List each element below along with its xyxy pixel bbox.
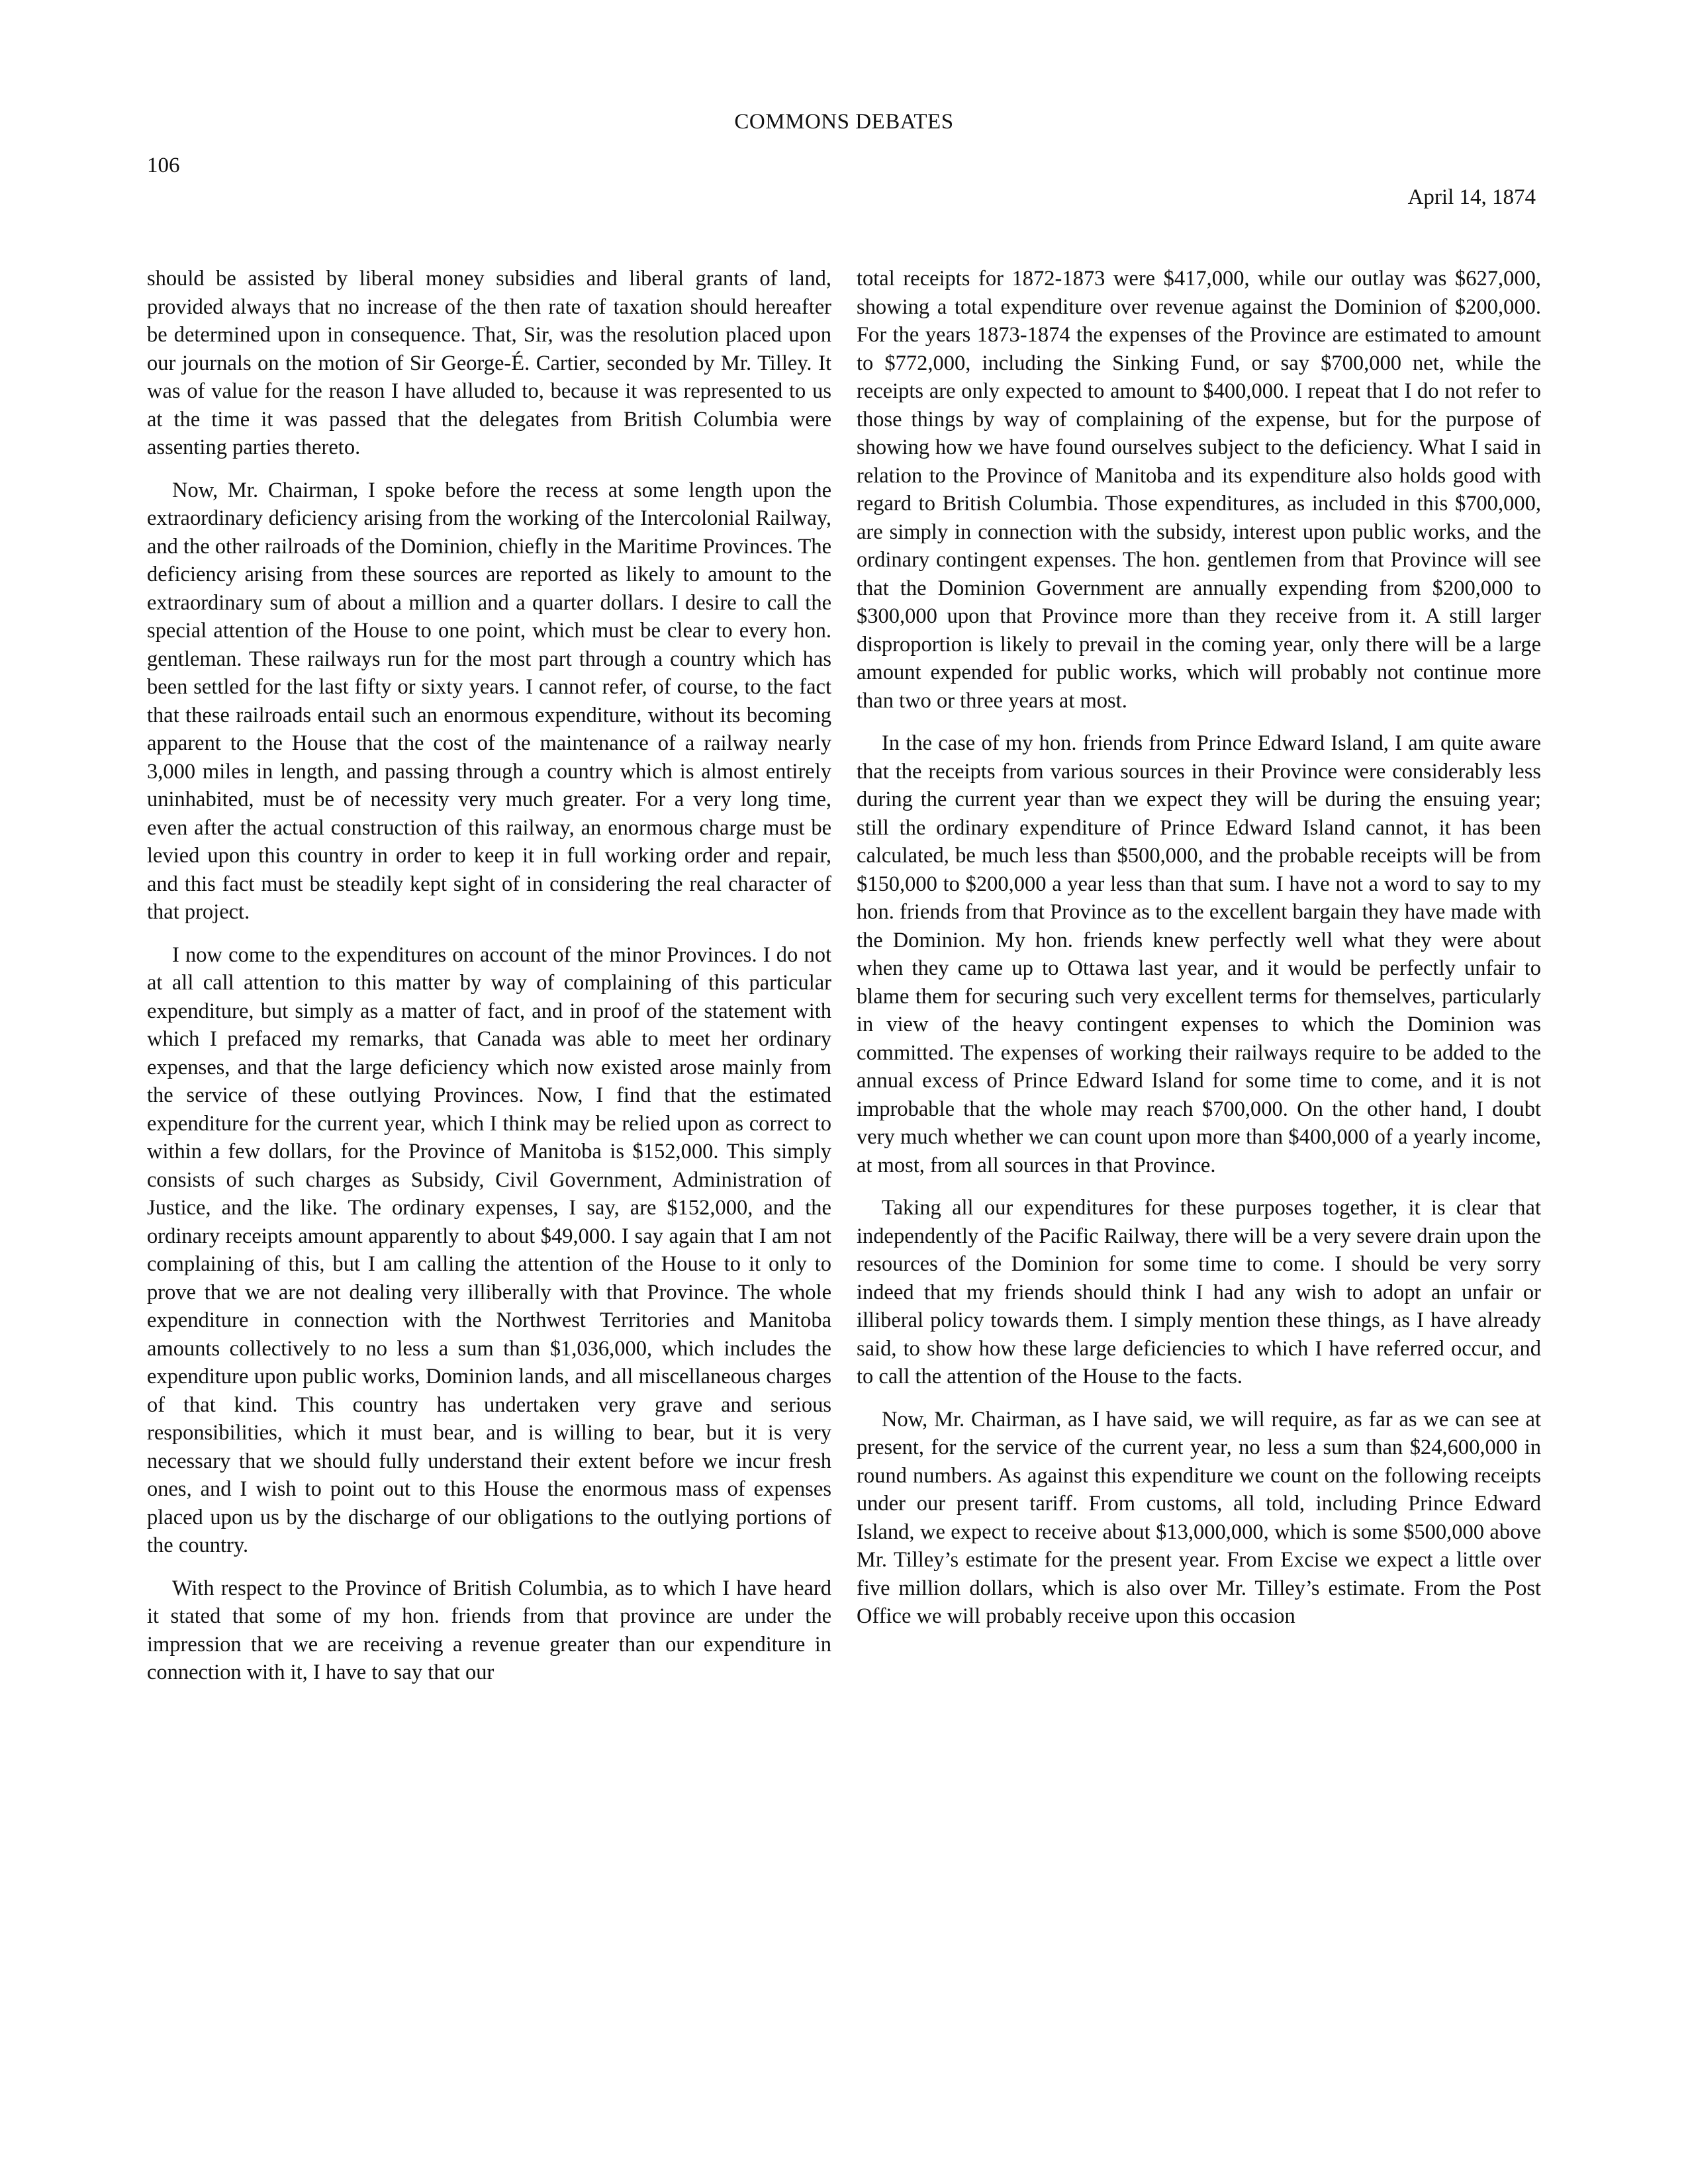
right-column [857, 265, 1541, 1645]
paragraph: total receipts for 1872-1873 were $417,000, while our outlay was $627,000, showing a total expenditure over revenue against the Dominion of $200,000. For the years 1873-1874 the expenses of the Province are estimated to amount to $772,000, including the Sinking Fund, or say $700,000 net, while the receipts are only expected to amount to $400,000. I repeat that I do not refer to those things by way of complaining of the expense, but for the purpose of showing how we have found ourselves subject to the deficiency. What I said in relation to the Province of Manitoba and its expenditure also holds good with regard to British Columbia. Those expenditures, as included in this $700,000, are simply in connection with the subsidy, interest upon public works, and the ordinary contingent expenses. The hon. gentlemen from that Province will see that the Dominion Government are annually expending from $200,000 to $300,000 upon that Province more than they receive from it. A still larger disproportion is likely to prevail in the coming year, only there will be a large amount expended for public works, which will probably not continue more than two or three years at most. [857, 267, 1541, 713]
paragraph: Taking all our expenditures for these purposes together, it is clear that independently of the Pacific Railway, there will be a very severe drain upon the resources of the Dominion for some time to come. I should be very sorry indeed that my friends should think I had any wish to adopt an unfair or illiberal policy towards them. I simply mention these things, as I have already said, to show how these large deficiencies to which I have referred occur, and to call the attention of the House to the facts. [857, 1196, 1541, 1388]
paragraph: Now, Mr. Chairman, as I have said, we will require, as far as we can see at present, for the service of the current year, no less a sum than $24,600,000 in round numbers. As against this expenditure we count on the following receipts under our present tariff. From customs, all told, including Prince Edward Island, we expect to receive about $13,000,000, which is some $500,000 above Mr. Tilley’s estimate for the present year. From Excise we expect a little over five million dollars, which is also over Mr. Tilley’s estimate. From the Post Office we will probably receive upon this occasion [857, 1407, 1541, 1628]
paragraph: should be assisted by liberal money subsidies and liberal grants of land, provided always that no increase of the then rate of taxation should hereafter be determined upon in consequence. That, Sir, was the resolution placed upon our journals on the motion of Sir George-É. Cartier, seconded by Mr. Tilley. It was of value for the reason I have alluded to, because it was represented to us at the time it was passed that the delegates from British Columbia were assenting parties thereto. [147, 267, 831, 459]
paragraph: With respect to the Province of British Columbia, as to which I have heard it stated that some of my hon. friends from that province are under the impression that we are receiving a revenue greater than our expenditure in connection with it, I have to say that our [147, 1576, 831, 1684]
left-column [147, 265, 831, 1702]
paragraph: In the case of my hon. friends from Prince Edward Island, I am quite aware that the receipts from various sources in their Province were considerably less during the current year than we expect they will be during the ensuing year; still the ordinary expenditure of Prince Edward Island cannot, it has been calculated, be much less than $500,000, and the probable receipts will be from $150,000 to $200,000 a year less than that sum. I have not a word to say to my hon. friends from that Province as to the excellent bargain they have made with the Dominion. My hon. friends knew perfectly well what they were about when they came up to Ottawa last year, and it would be perfectly unfair to blame them for securing such very excellent terms for themselves, particularly in view of the heavy contingent expenses to which the Dominion was committed. The expenses of working their railways require to be added to the annual excess of Prince Edward Island for some time to come, and it is not improbable that the whole may reach $700,000. On the other hand, I doubt very much whether we can count upon more than $400,000 of a yearly income, at most, from all sources in that Province. [857, 731, 1541, 1177]
page-date: April 14, 1874 [1407, 185, 1536, 209]
running-title: COMMONS DEBATES [734, 110, 954, 134]
page-number: 106 [147, 154, 180, 177]
paragraph: Now, Mr. Chairman, I spoke before the recess at some length upon the extraordinary deficiency arising from the working of the Intercolonial Railway, and the other railroads of the Dominion, chiefly in the Maritime Provinces. The deficiency arising from these sources are reported as likely to amount to the extraordinary sum of about a million and a quarter dollars. I desire to call the special attention of the House to one point, which must be clear to every hon. gentleman. These railways run for the most part through a country which has been settled for the last fifty or sixty years. I cannot refer, of course, to the fact that these railroads entail such an enormous expenditure, without its becoming apparent to the House that the cost of the maintenance of a railway nearly 3,000 miles in length, and passing through a country which is almost entirely uninhabited, must be of necessity very much greater. For a very long time, even after the actual construction of this railway, an enormous charge must be levied upon this country in order to keep it in full working order and repair, and this fact must be steadily kept sight of in considering the real character of that project. [147, 478, 831, 924]
paragraph: I now come to the expenditures on account of the minor Provinces. I do not at all call attention to this matter by way of complaining of this particular expenditure, but simply as a matter of fact, and in proof of the statement with which I prefaced my remarks, that Canada was able to meet her ordinary expenses, and that the large deficiency which now existed arose mainly from the service of these outlying Provinces. Now, I find that the estimated expenditure for the current year, which I think may be relied upon as correct to within a few dollars, for the Province of Manitoba is $152,000. This simply consists of such charges as Subsidy, Civil Government, Administration of Justice, and the like. The ordinary expenses, I say, are $152,000, and the ordinary receipts amount apparently to about $49,000. I say again that I am not complaining of this, but I am calling the attention of the House to it only to prove that we are not dealing very illiberally with that Province. The whole expenditure in connection with the Northwest Territories and Manitoba amounts collectively to no less a sum than $1,036,000, which includes the expenditure upon public works, Dominion lands, and all miscellaneous charges of that kind. This country has undertaken very grave and serious responsibilities, which it must bear, and is willing to bear, but it is very necessary that we should fully understand their extent before we incur fresh ones, and I wish to point out to this House the enormous mass of expenses placed upon us by the discharge of our obligations to the outlying portions of the country. [147, 942, 831, 1557]
